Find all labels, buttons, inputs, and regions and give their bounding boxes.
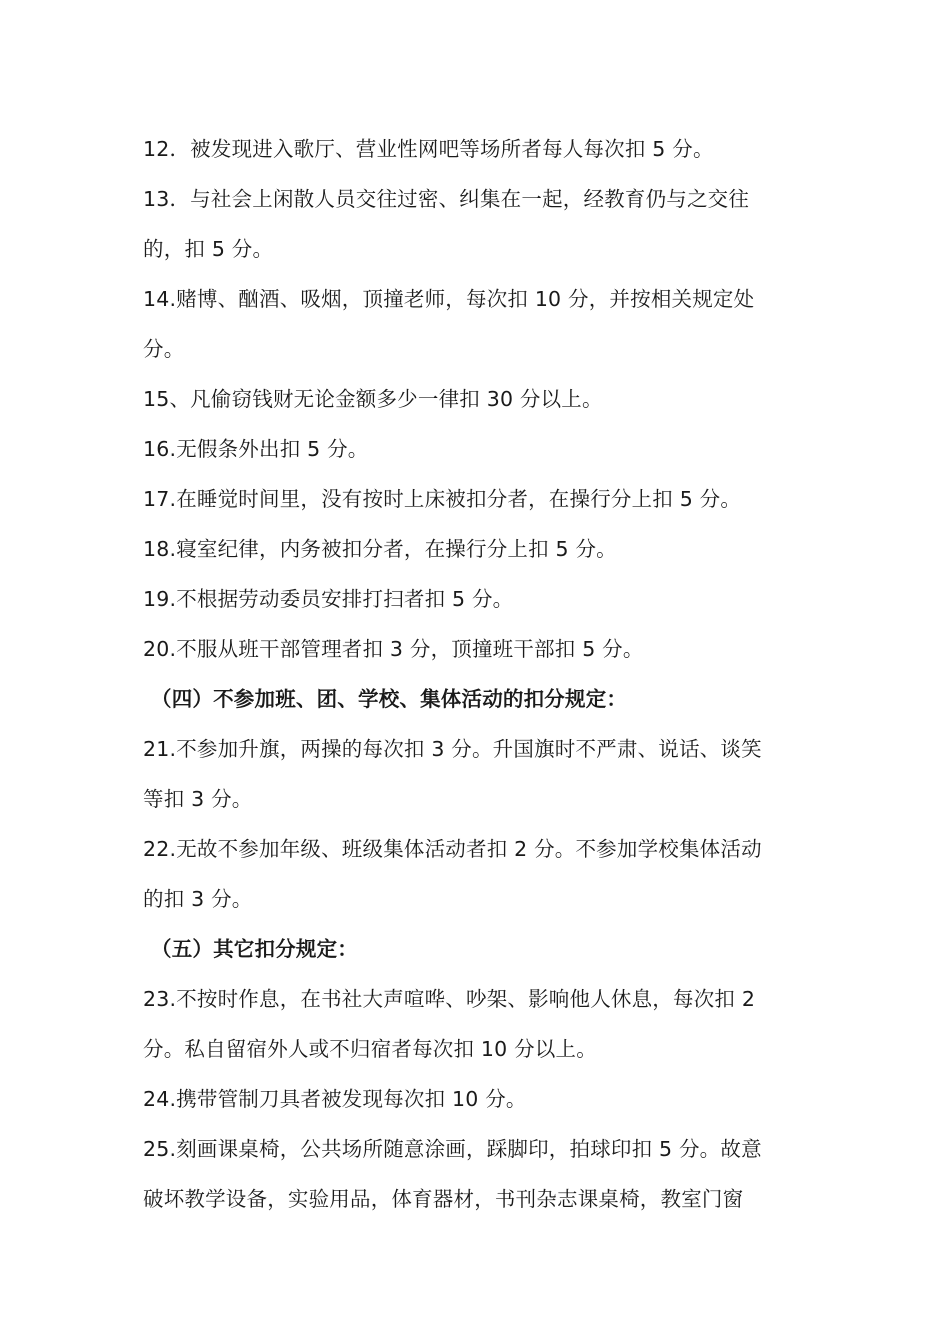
rule-22-line: 22.无故不参加年级、班级集体活动者扣 2 分。不参加学校集体活动 [143, 837, 762, 861]
rule-20-line: 20.不服从班干部管理者扣 3 分，顶撞班干部扣 5 分。 [143, 637, 644, 661]
rule-22-continuation: 的扣 3 分。 [143, 887, 253, 911]
rule-24-line: 24.携带管制刀具者被发现每次扣 10 分。 [143, 1087, 527, 1111]
rule-17-line: 17.在睡觉时间里，没有按时上床被扣分者，在操行分上扣 5 分。 [143, 487, 742, 511]
rule-18-line: 18.寝室纪律，内务被扣分者，在操行分上扣 5 分。 [143, 537, 617, 561]
rule-13-line: 13．与社会上闲散人员交往过密、纠集在一起，经教育仍与之交往 [143, 187, 750, 211]
rule-21-continuation: 等扣 3 分。 [143, 787, 253, 811]
section-4-heading: （四）不参加班、团、学校、集体活动的扣分规定： [151, 687, 628, 711]
rule-25-continuation: 破坏教学设备，实验用品，体育器材，书刊杂志课桌椅，教室门窗 [143, 1187, 744, 1211]
rule-13-continuation: 的，扣 5 分。 [143, 237, 274, 261]
section-5-heading: （五）其它扣分规定： [151, 937, 358, 961]
document-page [143, 124, 808, 1224]
rule-14-continuation: 分。 [143, 337, 185, 361]
rule-12-line: 12．被发现进入歌厅、营业性网吧等场所者每人每次扣 5 分。 [143, 137, 714, 161]
rule-16-line: 16.无假条外出扣 5 分。 [143, 437, 369, 461]
rule-25-line: 25.刻画课桌椅，公共场所随意涂画，踩脚印，拍球印扣 5 分。故意 [143, 1137, 762, 1161]
rule-23-line: 23.不按时作息，在书社大声喧哗、吵架、影响他人休息，每次扣 2 [143, 987, 756, 1011]
rule-19-line: 19.不根据劳动委员安排打扫者扣 5 分。 [143, 587, 514, 611]
rule-21-line: 21.不参加升旗，两操的每次扣 3 分。升国旗时不严肃、说话、谈笑 [143, 737, 762, 761]
rule-23-continuation: 分。私自留宿外人或不归宿者每次扣 10 分以上。 [143, 1037, 597, 1061]
rule-15-line: 15、凡偷窃钱财无论金额多少一律扣 30 分以上。 [143, 387, 603, 411]
rule-14-line: 14.赌博、酗酒、吸烟，顶撞老师，每次扣 10 分，并按相关规定处 [143, 287, 755, 311]
